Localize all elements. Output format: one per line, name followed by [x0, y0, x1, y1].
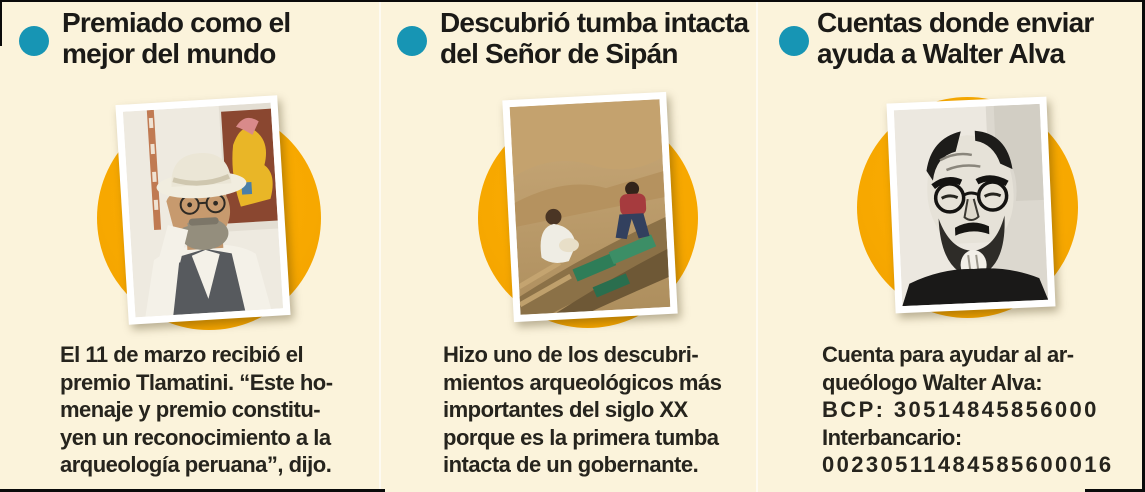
headline-line: Cuentas donde enviar: [817, 7, 1094, 38]
bullet-icon: [779, 26, 809, 56]
crop-edge: [0, 0, 2, 46]
body-tumba: [443, 341, 721, 479]
photo-illustration-excavation: [510, 99, 671, 315]
bullet-icon: [19, 26, 49, 56]
photo-sipan-excavation: [502, 92, 677, 322]
body-line-account-bcp: BCP: 30514845856000: [822, 397, 1099, 422]
body-line: queólogo Walter Alva:: [822, 369, 1043, 395]
photo-illustration-walter-alva: [123, 103, 283, 318]
body-cuentas: [822, 341, 1114, 479]
headline-line: Descubrió tumba intacta: [440, 7, 749, 38]
body-line: menaje y premio constitu-: [60, 397, 321, 422]
headline-line: Premiado como el: [62, 7, 291, 38]
column-premio: [0, 0, 379, 492]
headline-premio: [62, 7, 290, 69]
headline-line: del Señor de Sipán: [440, 38, 678, 69]
body-line: El 11 de marzo recibió el: [60, 342, 304, 367]
headline-cuentas: [817, 7, 1094, 69]
body-line: Interbancario:: [822, 424, 962, 450]
body-line: arqueología peruana”, dijo.: [60, 452, 332, 477]
headline-line: mejor del mundo: [62, 38, 276, 69]
photo-walter-alva-sketch: [886, 97, 1055, 314]
body-line-account-interbank: 00230511484585600016: [822, 452, 1114, 477]
headline-line: ayuda a Walter Alva: [817, 38, 1065, 69]
photo-walter-alva-with-hat: [115, 95, 290, 324]
body-line: mientos arqueológicos más: [443, 369, 722, 395]
column-tumba: [379, 0, 756, 492]
body-line: importantes del siglo XX: [443, 397, 688, 422]
headline-tumba: [440, 7, 748, 69]
photo-illustration-portrait: [894, 104, 1048, 306]
crop-edge: [0, 0, 1145, 2]
body-line: intacta de un gobernante.: [443, 452, 699, 477]
body-line: premio Tlamatini. “Este ho-: [60, 369, 333, 395]
body-premio: [60, 341, 333, 479]
body-line: Hizo uno de los descubri-: [443, 342, 699, 367]
bullet-icon: [397, 26, 427, 56]
body-line: yen un reconocimiento a la: [60, 424, 331, 450]
column-cuentas: [756, 0, 1145, 492]
body-line: porque es la primera tumba: [443, 424, 719, 450]
body-line: Cuenta para ayudar al ar-: [822, 342, 1074, 367]
